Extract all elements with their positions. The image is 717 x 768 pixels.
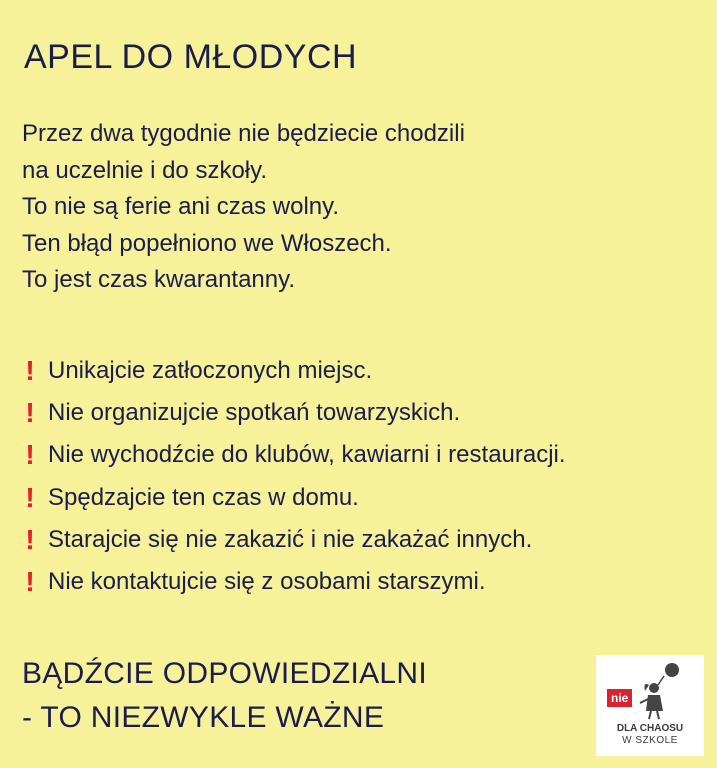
exclamation-mark-icon: ! — [25, 397, 35, 429]
list-item — [18, 434, 566, 476]
rule-text: Nie organizujcie spotkań towarzyskich. — [48, 399, 461, 427]
closing-line: - TO NIEZWYKLE WAŻNE — [22, 701, 385, 734]
exclamation-mark-icon: ! — [25, 439, 35, 471]
list-item — [18, 561, 566, 603]
intro-line: Przez dwa tygodnie nie będziecie chodzili — [22, 120, 465, 147]
closing-message — [22, 652, 427, 740]
rules-list — [18, 350, 566, 603]
logo-text: DLA CHAOSU — [616, 723, 684, 734]
logo-badge: nie — [607, 689, 632, 707]
intro-line: To nie są ferie ani czas wolny. — [22, 193, 340, 220]
intro-line: Ten błąd popełniono we Włoszech. — [22, 229, 392, 257]
intro-paragraph — [22, 116, 465, 299]
closing-line: BĄDŹCIE ODPOWIEDZIALNI — [22, 657, 427, 690]
rule-text: Spędzajcie ten czas w domu. — [48, 483, 359, 511]
rule-text: Nie wychodźcie do klubów, kawiarni i restauracji. — [48, 441, 566, 469]
logo-text: W SZKOLE — [622, 735, 678, 746]
page-title: APEL DO MŁODYCH — [24, 38, 358, 76]
exclamation-mark-icon: ! — [25, 481, 35, 513]
intro-line: na uczelnie i do szkoły. — [22, 156, 268, 184]
rule-text: Nie kontaktujcie się z osobami starszymi. — [48, 568, 486, 596]
list-item — [18, 392, 566, 434]
logo — [596, 655, 704, 756]
intro-line: To jest czas kwarantanny. — [22, 266, 296, 293]
exclamation-mark-icon: ! — [25, 566, 35, 598]
list-item — [18, 477, 566, 519]
list-item — [18, 519, 566, 561]
rule-text: Unikajcie zatłoczonych miejsc. — [48, 357, 373, 384]
exclamation-mark-icon: ! — [25, 355, 35, 386]
rule-text: Starajcie się nie zakazić i nie zakażać innych. — [48, 525, 533, 553]
list-item — [18, 350, 566, 392]
exclamation-mark-icon: ! — [25, 523, 35, 555]
